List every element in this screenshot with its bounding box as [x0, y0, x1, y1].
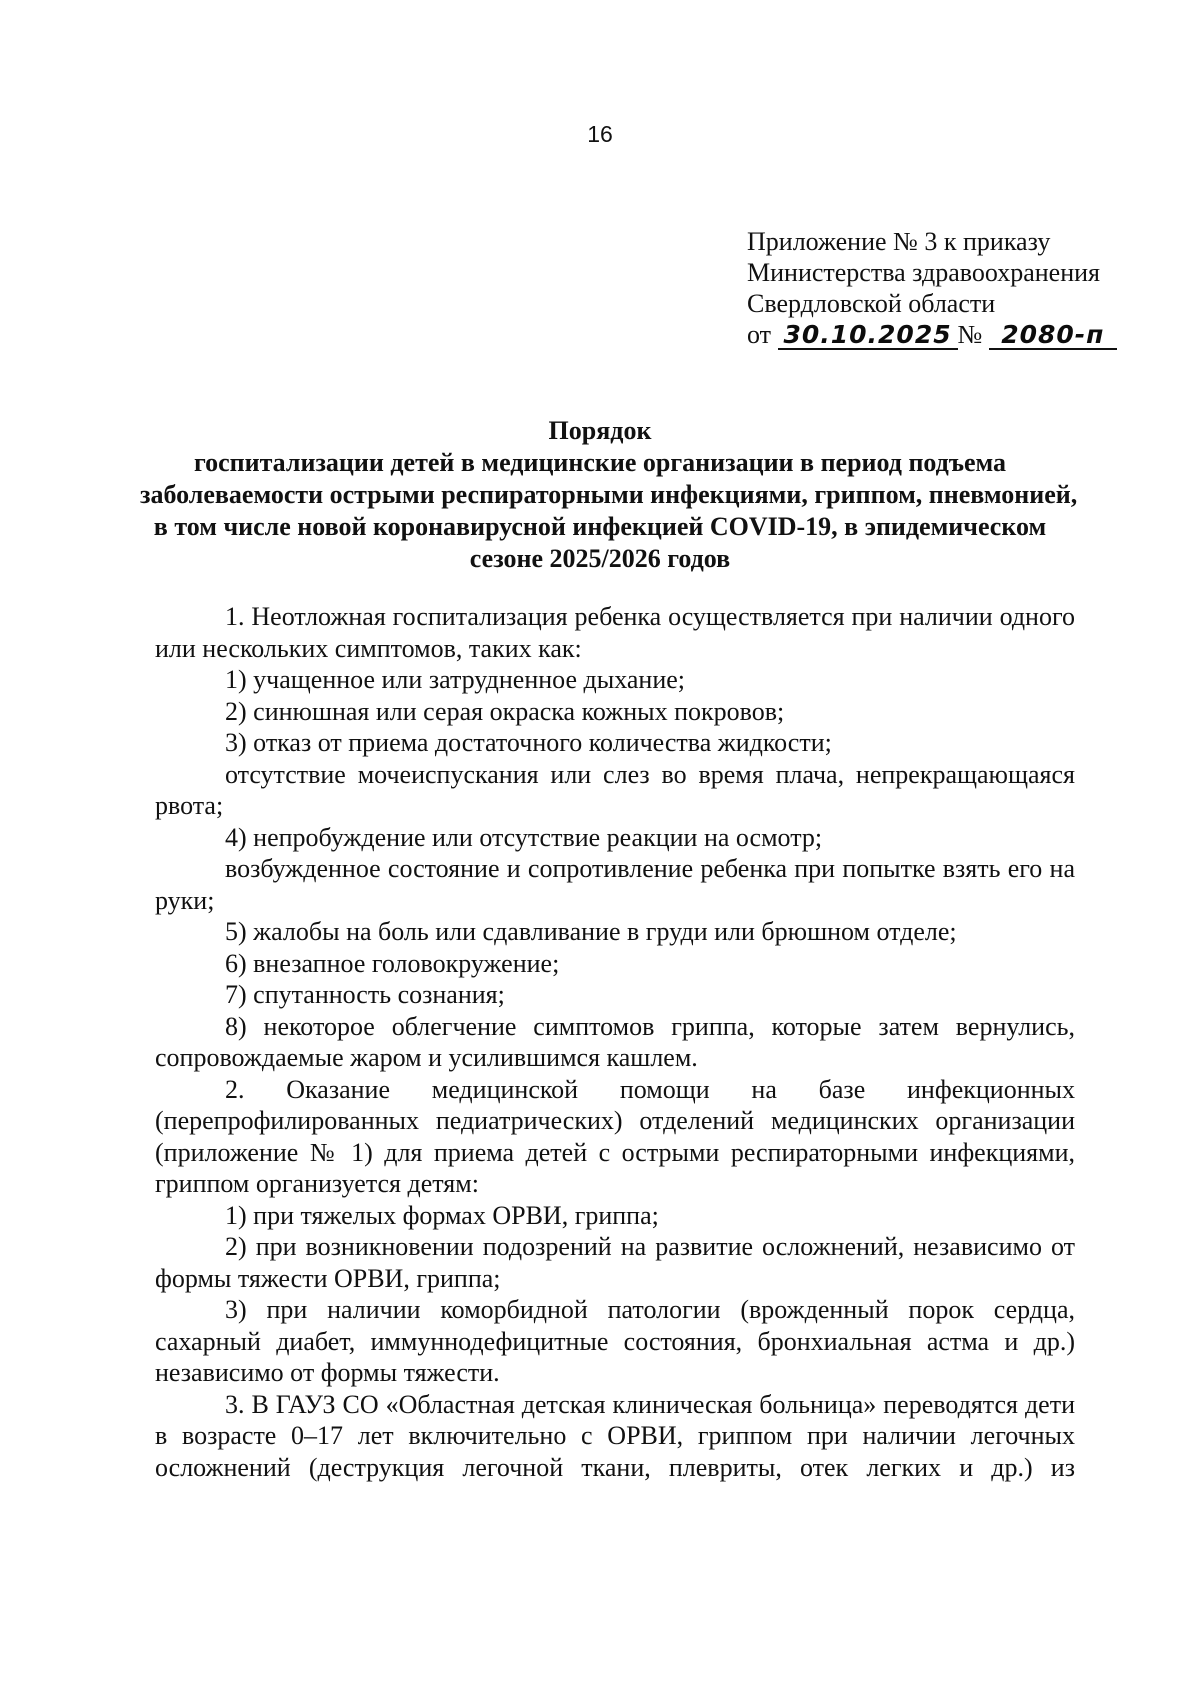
list-item: 2) при возникновении подозрений на развитие осложнений, независимо от формы тяжести ОРВИ, гриппа; [155, 1232, 1075, 1293]
appendix-line-2: Министерства здравоохранения [747, 258, 1100, 287]
paragraph-3: 3. В ГАУЗ СО «Областная детская клиническая больница» переводятся дети в возрасте 0–17 лет включительно с ОРВИ, гриппом при наличии легочных осложнений (деструкция легочной ткани, плевриты, отек легких и др.) из [155, 1389, 1075, 1482]
page-number: 16 [587, 121, 613, 147]
list-item: 1) учащенное или затрудненное дыхание; [225, 665, 686, 694]
appendix-line-1: Приложение № 3 к приказу [747, 227, 1051, 256]
title-heading: Порядок [548, 416, 652, 445]
title-line-1: госпитализации детей в медицинские организации в период подъема [193, 448, 1007, 477]
list-item: 3) при наличии коморбидной патологии (врожденный порок сердца, сахарный диабет, иммуннодефицитные состояния, бронхиальная астма и др.) независимо от формы тяжести. [155, 1295, 1075, 1387]
document-body [155, 601, 1075, 1483]
list-item: 5) жалобы на боль или сдавливание в груди или брюшном отделе; [225, 917, 957, 946]
list-item: отсутствие мочеиспускания или слез во время плача, непрекращающаяся рвота; [155, 759, 1075, 820]
document-title [140, 415, 1078, 575]
paragraph-1: 1. Неотложная госпитализация ребенка осуществляется при наличии одного или нескольких симптомов, таких как: [155, 602, 1075, 663]
title-line-4: сезоне 2025/2026 годов [469, 544, 731, 573]
order-number-field [989, 322, 1117, 350]
appendix-line-3: Свердловской области [747, 289, 996, 318]
list-item: 3) отказ от приема достаточного количества жидкости; [225, 728, 832, 757]
title-line-2: заболеваемости острыми респираторными инфекциями, гриппом, пневмонией, [140, 480, 1078, 509]
list-item: возбужденное состояние и сопротивление ребенка при попытке взять его на руки; [155, 854, 1075, 915]
list-item: 4) непробуждение или отсутствие реакции на осмотр; [225, 822, 823, 852]
number-label: № [957, 320, 983, 349]
appendix-header [747, 226, 1117, 350]
list-item: 6) внезапное головокружение; [225, 948, 560, 978]
list-item: 7) спутанность сознания; [225, 980, 505, 1009]
order-date-field [778, 322, 958, 350]
appendix-date-line [747, 319, 1117, 350]
order-date-handwritten: 30.10.2025 [783, 320, 952, 349]
paragraph-2: 2. Оказание медицинской помощи на базе инфекционных (перепрофилированных педиатрических) отделений медицинских организации (приложение № 1) для приема детей с острыми респираторными инфекциями, гриппом организуется детям: [155, 1074, 1075, 1198]
order-number-handwritten: 2080-п [1001, 320, 1105, 349]
from-label: от [747, 320, 772, 349]
title-line-3: в том числе новой коронавирусной инфекцией COVID-19, в эпидемическом [153, 512, 1047, 541]
list-item: 1) при тяжелых формах ОРВИ, гриппа; [225, 1200, 659, 1230]
list-item: 8) некоторое облегчение симптомов гриппа, которые затем вернулись, сопровождаемые жаром и усилившимся кашлем. [155, 1011, 1075, 1072]
list-item: 2) синюшная или серая окраска кожных покровов; [225, 696, 785, 726]
